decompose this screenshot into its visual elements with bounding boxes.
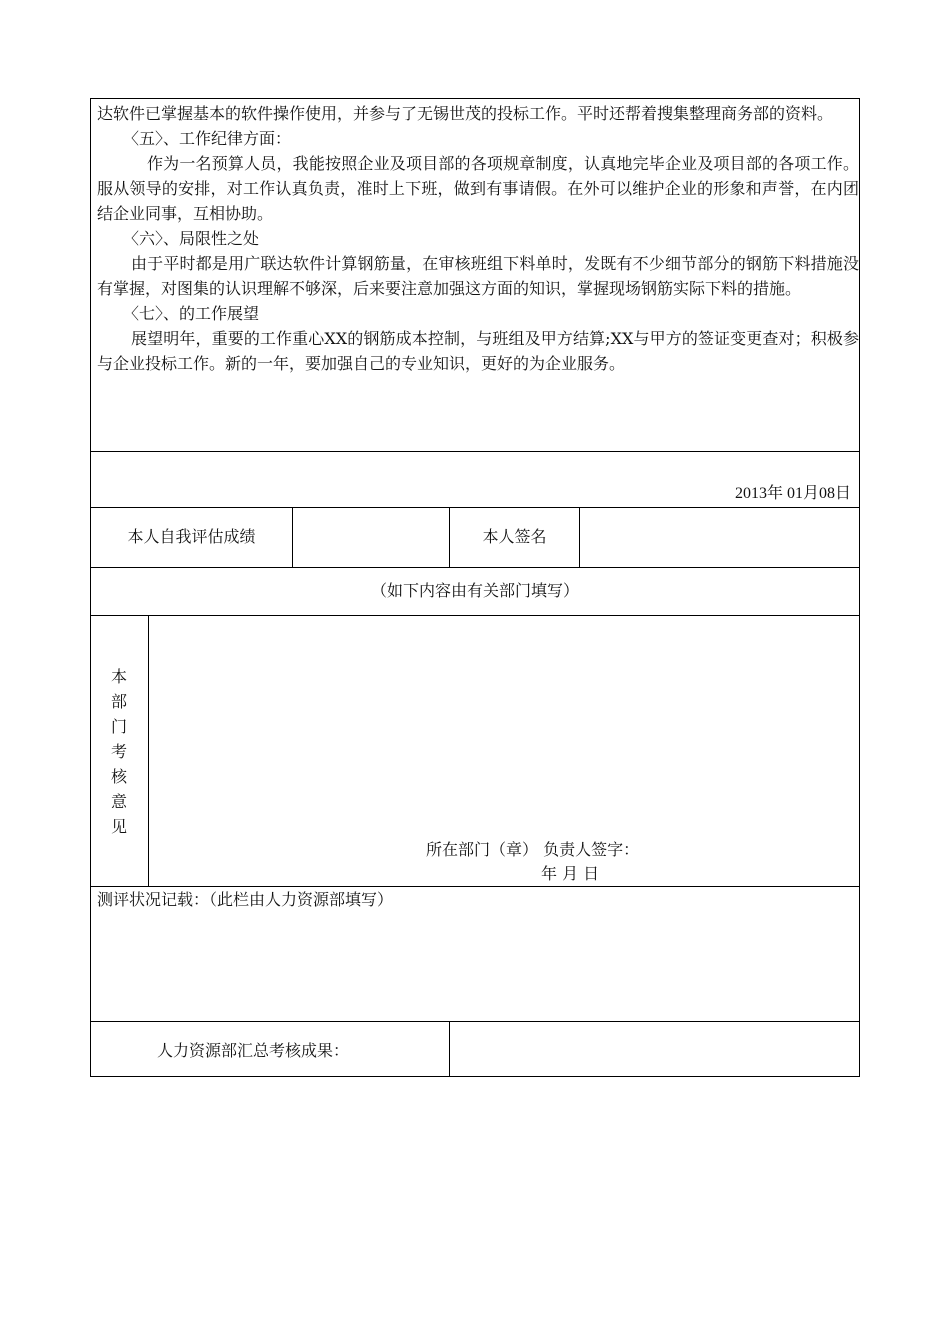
- label-char: 门: [110, 717, 127, 736]
- divider: [292, 507, 293, 567]
- report-paragraph: 由于平时都是用广联达软件计算钢筋量，在审核班组下料单时，发既有不少细节部分的钢筋下料措施没有掌握，对图集的认识理解不够深，后来要注意加强这方面的知识，掌握现场钢筋实际下料的措施。: [97, 254, 859, 298]
- divider: [449, 1021, 450, 1076]
- divider: [91, 615, 859, 616]
- appraisal-form-table: [90, 98, 860, 1077]
- label-char: 意: [110, 792, 127, 811]
- report-body: [97, 101, 859, 376]
- label-char: 见: [110, 817, 127, 836]
- department-opinion-label: [105, 664, 133, 839]
- divider: [91, 451, 859, 452]
- department-date-line: 年 月 日: [541, 864, 600, 883]
- divider: [148, 615, 149, 886]
- signature-label: 本人签名: [482, 527, 547, 546]
- report-paragraph: 作为一名预算人员，我能按照企业及项目部的各项规章制度，认真地完毕企业及项目部的各项工作。服从领导的安排，对工作认真负责，准时上下班，做到有事请假。在外可以维护企业的形象和声誉，在内团结企业同事，互相协助。: [97, 154, 859, 223]
- divider: [579, 507, 580, 567]
- report-paragraph: 达软件已掌握基本的软件操作使用，并参与了无锡世茂的投标工作。平时还帮着搜集整理商务部的资料。: [97, 104, 834, 123]
- label-char: 核: [110, 767, 127, 786]
- divider: [91, 507, 859, 508]
- self-score-label: 本人自我评估成绩: [127, 527, 256, 546]
- divider: [91, 1021, 859, 1022]
- department-note: （如下内容由有关部门填写）: [370, 581, 579, 600]
- report-paragraph: 展望明年，重要的工作重心XX的钢筋成本控制，与班组及甲方结算;XX与甲方的签证变更查对；积极参与企业投标工作。新的一年，要加强自己的专业知识，更好的为企业服务。: [97, 329, 859, 373]
- label-char: 考: [110, 742, 127, 761]
- section-heading-discipline: 〈五〉、工作纪律方面：: [123, 129, 292, 148]
- label-char: 部: [110, 692, 127, 711]
- label-char: 本: [110, 667, 127, 686]
- hr-record-label: 测评状况记载：（此栏由人力资源部填写）: [97, 890, 394, 909]
- section-heading-shortcomings: 〈六〉、局限性之处: [123, 229, 260, 248]
- divider: [91, 567, 859, 568]
- report-date: 2013年 01月08日: [734, 485, 851, 502]
- section-heading-outlook: 〈七〉、的工作展望: [123, 304, 260, 323]
- department-sign-line: 所在部门（章） 负责人签字：: [426, 840, 640, 859]
- divider: [91, 886, 859, 887]
- hr-summary-label: 人力资源部汇总考核成果：: [157, 1041, 350, 1060]
